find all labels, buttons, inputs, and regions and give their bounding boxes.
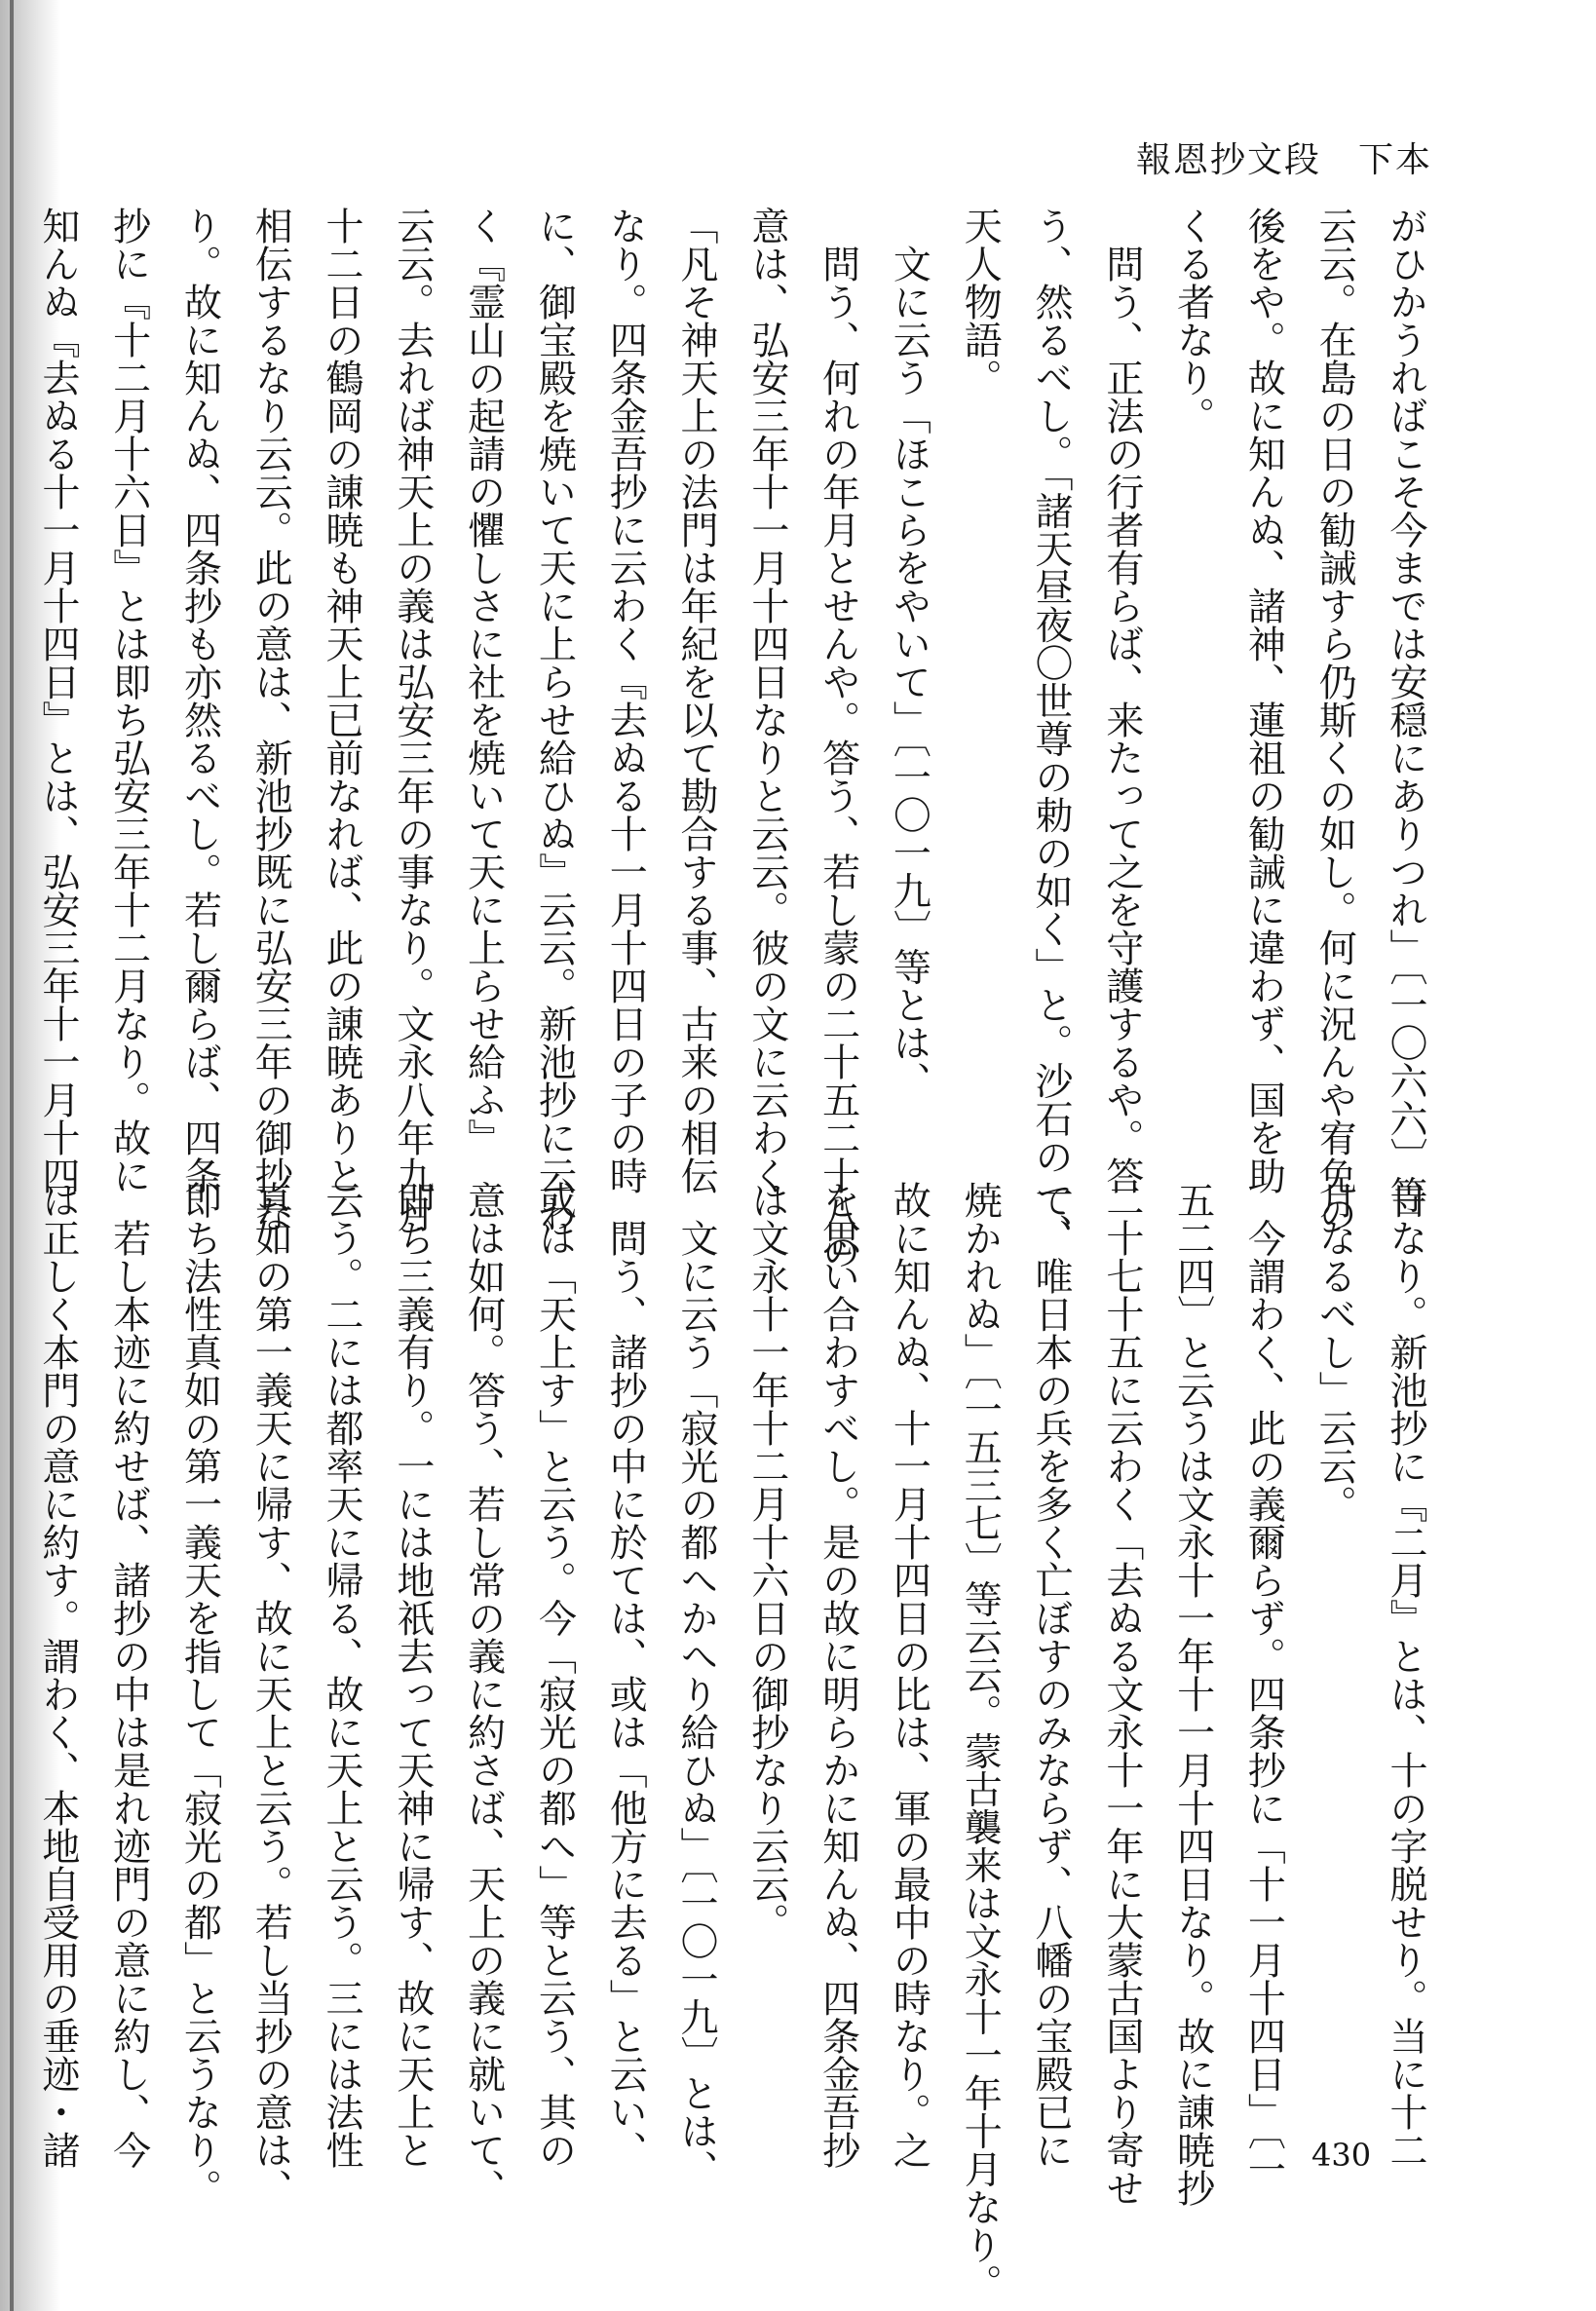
- page-number: 430: [1311, 2137, 1372, 2174]
- text-line: 五二四〕と云うは文永十一年十一月十四日なり。故に諌暁抄: [1170, 1181, 1215, 2207]
- text-line: 抄に『十二月十六日』とは即ち弘安三年十二月なり。故に: [106, 207, 151, 1194]
- text-line: 云う。二には都率天に帰る、故に天上と云う。三には法性: [320, 1181, 364, 2169]
- text-line: は文永十一年十二月十六日の御抄なり云云。: [744, 1181, 789, 1941]
- text-line: 月なるべし」云云。: [1312, 1181, 1357, 1523]
- running-header: 報恩抄文段 下本: [1135, 140, 1432, 180]
- text-line: 文に云う「ほこらをやいて」〔一〇一九〕等とは、: [887, 245, 931, 1100]
- text-line: 意は如何。答う、若し常の義に約さば、天上の義に就いて、: [461, 1181, 506, 2207]
- text-line: なり。四条金吾抄に云わく『去ぬる十一月十四日の子の時: [603, 207, 648, 1194]
- text-line: 相伝するなり云云。此の意は、新池抄既に弘安三年の御抄な: [248, 207, 293, 1232]
- text-line: 問う、正法の行者有らば、来たって之を守護するや。答: [1099, 245, 1144, 1194]
- text-line: 云云。在島の日の勧誡すら仍斯くの如し。何に況んや宥免の: [1312, 207, 1357, 1232]
- text-line: 意は、弘安三年十一月十四日なりと云云。彼の文に云わく: [744, 207, 789, 1194]
- text-line: て、唯日本の兵を多く亡ぼすのみならず、八幡の宝殿已に: [1029, 1181, 1074, 2169]
- text-line: 或は「天上す」と云う。今「寂光の都へ」等と云う、其の: [532, 1181, 577, 2169]
- text-line: く『霊山の起請の懼しさに社を焼いて天に上らせ給ふ』: [461, 207, 506, 1156]
- text-line: は正しく本門の意に約す。謂わく、本地自受用の垂迹・諸: [35, 1181, 80, 2169]
- text-line: 今謂わく、此の義爾らず。四条抄に「十一月十四日」〔一: [1241, 1219, 1286, 2188]
- text-line: 即ち法性真如の第一義天を指して「寂光の都」と云うなり。: [177, 1181, 222, 2207]
- text-line: 文に云う「寂光の都へかへり給ひぬ」〔一〇一九〕とは、: [674, 1219, 719, 2188]
- text-line: 「凡そ神天上の法門は年紀を以て勘合する事、古来の相伝: [674, 207, 719, 1194]
- text-line: 問う、何れの年月とせんや。答う、若し蒙の二十五二十八の: [816, 245, 860, 1270]
- text-line: 真如の第一義天に帰す、故に天上と云う。若し当抄の意は、: [248, 1181, 293, 2207]
- text-line: 二十七十五に云わく「去ぬる文永十一年に大蒙古国より寄せ: [1099, 1181, 1144, 2207]
- text-line: くる者なり。: [1170, 207, 1215, 435]
- text-line: う、然るべし。「諸天昼夜〇世尊の勅の如く」と。沙石の一、: [1029, 207, 1074, 1252]
- text-line: 若し本迹に約せば、諸抄の中は是れ迹門の意に約し、今: [106, 1219, 151, 2169]
- text-line: 十二日の鶴岡の諌暁も神天上已前なれば、此の諌暁ありと: [320, 207, 364, 1194]
- text-line: に、御宝殿を焼いて天に上らせ給ひぬ』云云。新池抄に云わ: [532, 207, 577, 1232]
- text-line: 焼かれぬ」〔一五三七〕等云云。蒙古襲来は文永十一年十月なり。: [958, 1181, 1003, 2302]
- text-line: 故に知んぬ、十一月十四日の比は、軍の最中の時なり。之: [887, 1181, 931, 2169]
- text-line: 日なり。新池抄に『二月』とは、十の字脱せり。当に十二: [1384, 1181, 1427, 2169]
- text-line: り。故に知んぬ、四条抄も亦然るべし。若し爾らば、四条: [177, 207, 222, 1194]
- text-line: を思い合わすべし。是の故に明らかに知んぬ、四条金吾抄: [816, 1181, 860, 2169]
- text-line: 即ち三義有り。一には地祇去って天神に帰す、故に天上と: [390, 1181, 435, 2169]
- text-line: 知んぬ『去ぬる十一月十四日』とは、弘安三年十一月十四: [35, 207, 80, 1194]
- top-text-block: [35, 207, 1440, 1270]
- page-edge-line: [10, 0, 14, 2311]
- text-line: 後をや。故に知んぬ、諸神、蓮祖の勧誡に違わず、国を助: [1241, 207, 1286, 1194]
- text-line: 云云。去れば神天上の義は弘安三年の事なり。文永八年九月: [390, 207, 435, 1232]
- text-line: 天人物語。: [958, 207, 1003, 397]
- text-line: 問う、諸抄の中に於ては、或は「他方に去る」と云い、: [603, 1219, 648, 2169]
- text-line: がひかうればこそ今までは安穏にありつれ」〔一〇六六〕等: [1384, 207, 1427, 1214]
